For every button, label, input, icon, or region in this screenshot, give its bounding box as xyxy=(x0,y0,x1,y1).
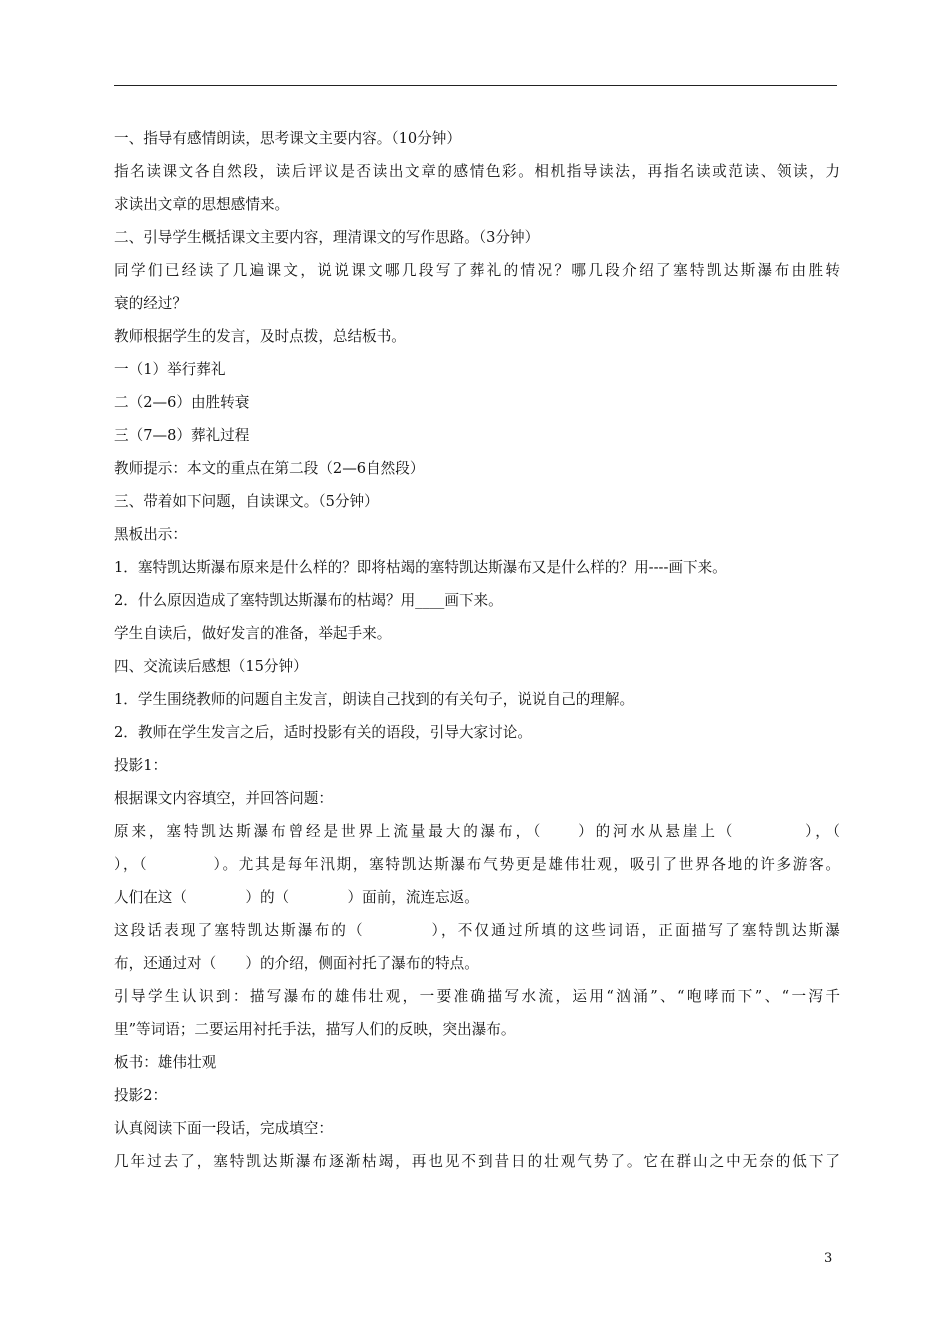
text-line: 人们在这（ ）的（ ）面前，流连忘返。 xyxy=(114,889,479,906)
text-line: ），（ ）。尤其是每年汛期，塞特凯达斯瀑布气势更是雄伟壮观，吸引了世界各地的许多游客。 xyxy=(114,856,840,873)
text-line: 一、指导有感情朗读，思考课文主要内容。（10分钟） xyxy=(114,130,461,147)
text-line: 教师提示：本文的重点在第二段（2—6自然段） xyxy=(114,460,425,477)
text-line: 里”等词语；二要运用衬托手法，描写人们的反映，突出瀑布。 xyxy=(114,1021,516,1038)
text-line: 几年过去了，塞特凯达斯瀑布逐渐枯竭，再也见不到昔日的壮观气势了。它在群山之中无奈的低下了 xyxy=(114,1153,840,1170)
text-line: 1．学生围绕教师的问题自主发言，朗读自己找到的有关句子，说说自己的理解。 xyxy=(114,691,635,708)
text-line: 二（2—6）由胜转衰 xyxy=(114,394,250,411)
document-body xyxy=(114,122,840,1178)
header-rule xyxy=(114,85,837,86)
text-line: 三（7—8）葬礼过程 xyxy=(114,427,250,444)
text-line: 求读出文章的思想感情来。 xyxy=(114,196,290,213)
text-line: 三、带着如下问题，自读课文。（5分钟） xyxy=(114,493,379,510)
text-line: 二、引导学生概括课文主要内容，理清课文的写作思路。（3分钟） xyxy=(114,229,540,246)
text-line: 学生自读后，做好发言的准备，举起手来。 xyxy=(114,625,392,642)
text-line: 黑板出示： xyxy=(114,526,187,543)
text-line: 根据课文内容填空，并回答问题： xyxy=(114,790,333,807)
text-line: 1．塞特凯达斯瀑布原来是什么样的？即将枯竭的塞特凯达斯瀑布又是什么样的？用----画下来。 xyxy=(114,559,727,576)
text-line: 布，还通过对（ ）的介绍，侧面衬托了瀑布的特点。 xyxy=(114,955,479,972)
text-line: 投影2： xyxy=(114,1087,168,1104)
text-line: 四、交流读后感想（15分钟） xyxy=(114,658,308,675)
text-line: 板书：雄伟壮观 xyxy=(114,1054,217,1071)
page-number: 3 xyxy=(824,1251,833,1266)
text-line: 衰的经过？ xyxy=(114,295,187,312)
text-line: 指名读课文各自然段，读后评议是否读出文章的感情色彩。相机指导读法，再指名读或范读、领读，力 xyxy=(114,163,840,180)
text-line: 这段话表现了塞特凯达斯瀑布的（ ），不仅通过所填的这些词语，正面描写了塞特凯达斯瀑 xyxy=(114,922,840,939)
text-line: 教师根据学生的发言，及时点拨，总结板书。 xyxy=(114,328,406,345)
text-line: 认真阅读下面一段话，完成填空： xyxy=(114,1120,333,1137)
text-line: 2．教师在学生发言之后，适时投影有关的语段，引导大家讨论。 xyxy=(114,724,532,741)
text-line: 2．什么原因造成了塞特凯达斯瀑布的枯竭？用____画下来。 xyxy=(114,592,503,609)
text-line: 引导学生认识到：描写瀑布的雄伟壮观，一要准确描写水流，运用“汹涌”、“咆哮而下”、“一泻千 xyxy=(114,988,840,1005)
text-line: 原来，塞特凯达斯瀑布曾经是世界上流量最大的瀑布，（ ）的河水从悬崖上（ ），（ xyxy=(114,823,840,840)
text-line: 一（1）举行葬礼 xyxy=(114,361,226,378)
text-line: 投影1： xyxy=(114,757,168,774)
text-line: 同学们已经读了几遍课文，说说课文哪几段写了葬礼的情况？哪几段介绍了塞特凯达斯瀑布由胜转 xyxy=(114,262,840,279)
